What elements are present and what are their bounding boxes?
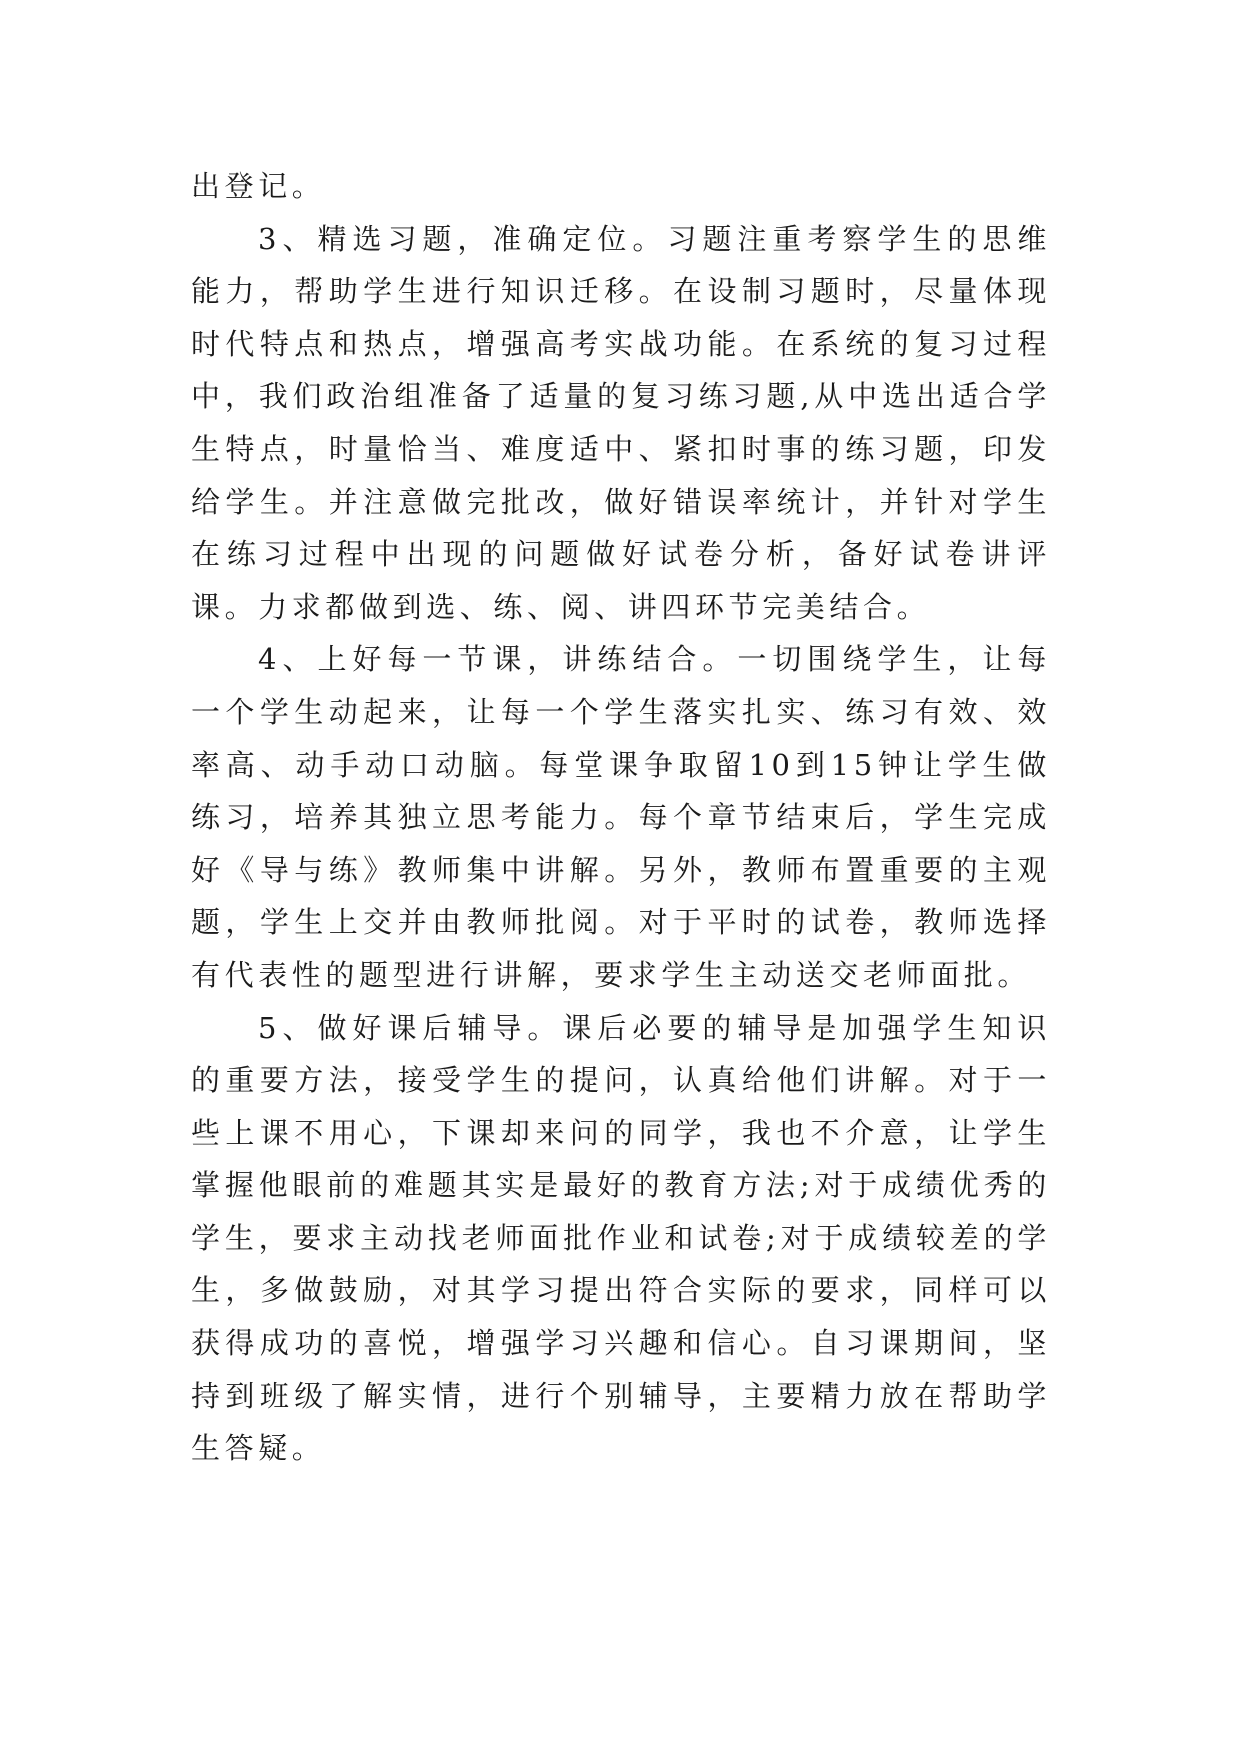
document-body [191, 160, 1051, 1475]
paragraph-item-5: 5、做好课后辅导。课后必要的辅导是加强学生知识的重要方法，接受学生的提问，认真给他们讲解。对于一些上课不用心，下课却来问的同学，我也不介意，让学生掌握他眼前的难题其实是最好的教育方法;对于成绩优秀的学生，要求主动找老师面批作业和试卷;对于成绩较差的学生，多做鼓励，对其学习提出符合实际的要求，同样可以获得成功的喜悦，增强学习兴趣和信心。自习课期间，坚持到班级了解实情，进行个别辅导，主要精力放在帮助学生答疑。 [191, 1010, 1051, 1466]
paragraph-item-4: 4、上好每一节课，讲练结合。一切围绕学生，让每一个学生动起来，让每一个学生落实扎实、练习有效、效率高、动手动口动脑。每堂课争取留10到15钟让学生做练习，培养其独立思考能力。每个章节结束后，学生完成好《导与练》教师集中讲解。另外，教师布置重要的主观题，学生上交并由教师批阅。对于平时的试卷，教师选择有代表性的题型进行讲解，要求学生主动送交老师面批。 [191, 642, 1051, 992]
paragraph-continuation: 出登记。 [191, 169, 326, 203]
paragraph-item-3: 3、精选习题，准确定位。习题注重考察学生的思维能力，帮助学生进行知识迁移。在设制习题时，尽量体现时代特点和热点，增强高考实战功能。在系统的复习过程中，我们政治组准备了适量的复习练习题,从中选出适合学生特点，时量恰当、难度适中、紧扣时事的练习题，印发给学生。并注意做完批改，做好错误率统计，并针对学生在练习过程中出现的问题做好试卷分析，备好试卷讲评课。力求都做到选、练、阅、讲四环节完美结合。 [191, 221, 1051, 624]
